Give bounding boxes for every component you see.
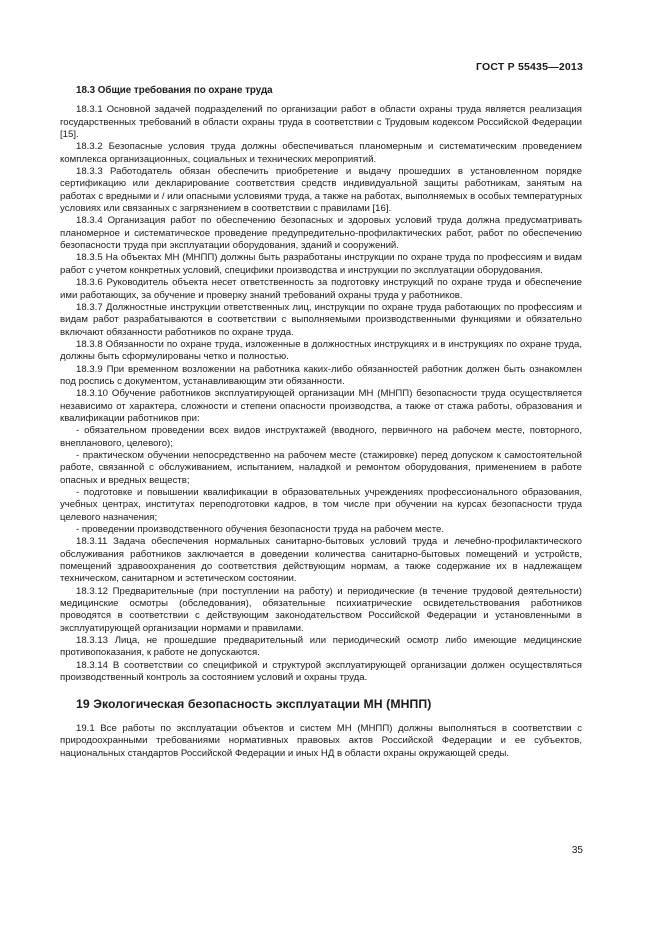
paragraph: 18.3.4 Организация работ по обеспечению безопасных и здоровых условий труда должна предусматривать планомерное и систематическое проведение предупредительно-профилактических работ, работ по обеспечению безопасности труда при эксплуатации оборудования, зданий и сооружений.	[60, 215, 582, 252]
paragraph: 18.3.11 Задача обеспечения нормальных санитарно-бытовых условий труда и лечебно-профилактического обслуживания работников заключается в доведении количества санитарно-бытовых помещений и устройств, помещений здравоохранения до соответствия действующим нормам, а также содержание их в надлежащем техническом, санитарном и эстетическом состоянии.	[60, 536, 582, 585]
paragraph: 18.3.10 Обучение работников эксплуатирующей организации МН (МНПП) безопасности труда осуществляется независимо от характера, сложности и степени опасности производства, а также от стажа работы, образования и квалификации работников при:	[60, 388, 582, 424]
page-number: 35	[571, 845, 583, 856]
section-18-3-title: 18.3 Общие требования по охране труда	[76, 85, 273, 96]
paragraph: 19.1 Все работы по эксплуатации объектов и систем МН (МНПП) должны выполняться в соответствии с природоохранными требованиями нормативных правовых актов Российской Федерации и ее субъектов, национальных стандартов Российской Федерации и иных НД в области охраны окружающей среды.	[60, 722, 582, 759]
paragraph: 18.3.5 На объектах МН (МНПП) должны быть разработаны инструкции по охране труда по профессиям и видам работ с учетом конкретных условий, специфики производства и инструкции по эксплуатации оборудования.	[60, 252, 582, 276]
paragraph: 18.3.8 Обязанности по охране труда, изложенные в должностных инструкциях и в инструкциях по охране труда, должны быть сформулированы четко и полностью.	[60, 338, 582, 363]
paragraph: 18.3.13 Лица, не прошедшие предварительный или периодический осмотр либо имеющие медицинские противопоказания, к работе не допускаются.	[60, 635, 582, 659]
paragraph: 18.3.14 В соответствии со спецификой и структурой эксплуатирующей организации должен осуществляться производственный контроль за состоянием условий и охраны труда.	[60, 659, 582, 684]
paragraph: - проведении производственного обучения безопасности труда на рабочем месте.	[76, 524, 445, 536]
standard-header: ГОСТ Р 55435—2013	[475, 61, 583, 73]
document-body	[60, 85, 582, 760]
paragraph: - подготовке и повышении квалификации в образовательных учреждениях профессионального образования, учебных центрах, институтах переподготовки кадров, в том числе при обучении на курсах безопасности труда целевого назначения;	[60, 487, 582, 523]
paragraph: - практическом обучении непосредственно на рабочем месте (стажировке) перед допуском к самостоятельной работе, связанной с обслуживанием, испытанием, наладкой и ремонтом оборудования, применением в работе опасных и вредных веществ;	[60, 449, 582, 486]
paragraph: - обязательном проведении всех видов инструктажей (вводного, первичного на рабочем месте, повторного, внепланового, целевого);	[60, 425, 582, 449]
paragraph: 18.3.9 При временном возложении на работника каких-либо обязанностей работник должен быть ознакомлен под роспись с документом, устанавливающим эти обязанности.	[60, 363, 582, 387]
paragraph: 18.3.2 Безопасные условия труда должны обеспечиваться планомерным и систематическим проведением комплекса организационных, социальных и технических мероприятий.	[60, 141, 582, 165]
paragraph: 18.3.3 Работодатель обязан обеспечить приобретение и выдачу прошедших в установленном порядке сертификацию или декларирование соответствия средств индивидуальной защиты работникам, занятым на работах с вредными и / или опасными условиями труда, а также на работах, выполняемых в особых температурных условиях или связанных с загрязнением в соответствии с правилами [16].	[60, 166, 582, 215]
section-19-title: 19 Экологическая безопасность эксплуатации МН (МНПП)	[76, 696, 432, 711]
paragraph: 18.3.12 Предварительные (при поступлении на работу) и периодические (в течение трудовой деятельности) медицинские осмотры (обследования), обязательные психиатрические освидетельствования работников проводятся в соответствии с действующим законодательством Российской Федерации и установленными в эксплуатирующей организации нормами и правилами.	[60, 585, 582, 634]
section-19-paragraphs	[60, 723, 582, 760]
paragraph: 18.3.1 Основной задачей подразделений по организации работ в области охраны труда является реализация государственных требований в области охраны труда в соответствии с Трудовым кодексом Российской Федерации [15].	[60, 104, 582, 141]
paragraph: 18.3.6 Руководитель объекта несет ответственность за подготовку инструкций по охране труда и обеспечение ими работающих, за обучение и проверку знаний требований охраны труда у работников.	[60, 277, 582, 301]
paragraph: 18.3.7 Должностные инструкции ответственных лиц, инструкции по охране труда работающих по профессиям и видам работ разрабатываются в соответствии с выполняемыми производственными функциями и обязательно включают обязанности работников по охране труда.	[60, 301, 582, 338]
section-18-3-paragraphs	[60, 104, 582, 684]
